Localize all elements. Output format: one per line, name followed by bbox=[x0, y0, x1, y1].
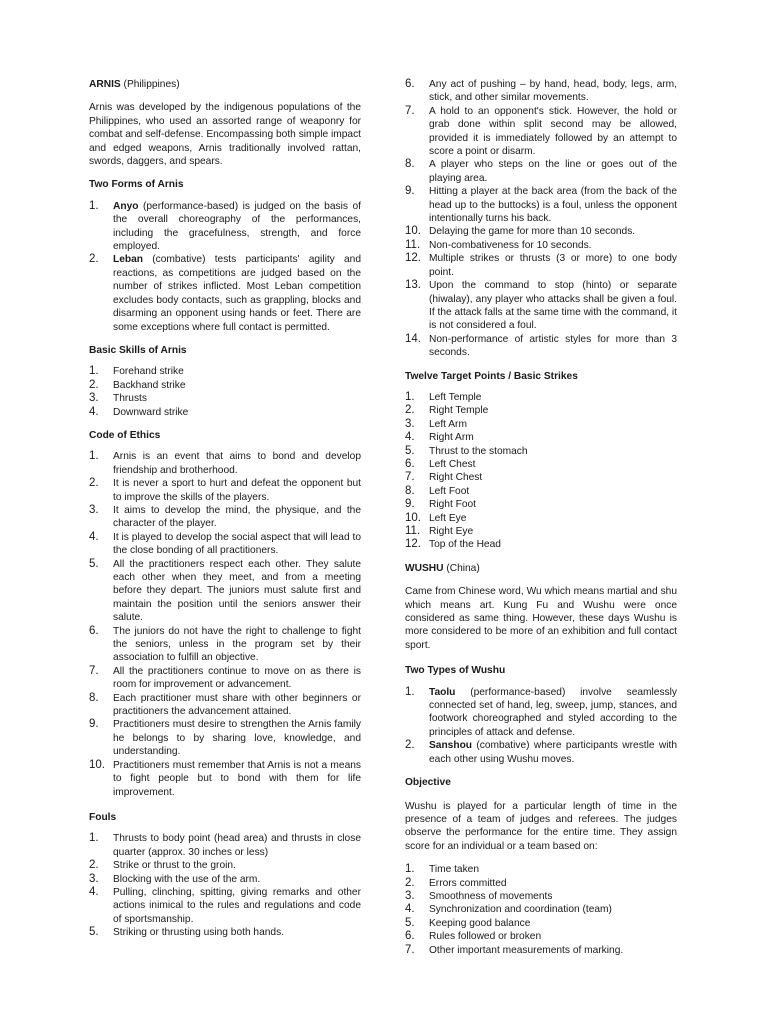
list-item: 2. Leban (combative) tests participants' agility and reactions, as competitions are judged based on the number of strikes inflicted. Most Leban competition excludes body contacts, such as grappling, blocks and disarming an opponent using hands or feet. There are some exceptions where full contact is permitted. bbox=[89, 253, 361, 333]
list-item: 13. Upon the command to stop (hinto) or separate (hiwalay), any player who attacks shall be given a foul. If the attack falls at the same time with the command, it is not considered a foul. bbox=[405, 279, 678, 332]
list-item: 10. Left Eye bbox=[405, 511, 467, 524]
list-item: 4. Downward strike bbox=[89, 405, 189, 418]
two-forms-list bbox=[89, 200, 361, 334]
list-item: 11. Non-combativeness for 10 seconds. bbox=[405, 238, 592, 251]
fouls-list bbox=[89, 832, 361, 939]
list-item: 4. Synchronization and coordination (team) bbox=[405, 903, 612, 916]
list-item: 12. Multiple strikes or thrusts (3 or more) to one body point. bbox=[405, 252, 677, 278]
list-item: 3. It aims to develop the mind, the physique, and the character of the player. bbox=[89, 503, 361, 530]
basic-skills-list bbox=[89, 365, 361, 419]
list-item: 2. Errors committed bbox=[405, 876, 507, 889]
list-item: 7. A hold to an opponent's stick. However, the hold or grab done within split second may be allowed, provided it is immediately followed by an attempt to score a point or disarm. bbox=[405, 104, 677, 158]
list-item: 5. Thrust to the stomach bbox=[405, 444, 528, 457]
list-item: 3. Blocking with the use of the arm. bbox=[89, 872, 261, 885]
list-item: 12. Top of the Head bbox=[405, 538, 501, 551]
left-column bbox=[89, 78, 361, 940]
arnis-intro: Arnis was developed by the indigenous populations of the Philippines, who used an assorted range of weaponry for combat and self-defense. Encompassing both simple impact and edged weapons, Arnis traditionally involved rattan, swords, daggers, and spears. bbox=[89, 102, 361, 168]
list-item: 7. Other important measurements of marking. bbox=[405, 943, 624, 956]
list-item: 14. Non-performance of artistic styles for more than 3 seconds. bbox=[405, 332, 677, 359]
list-item: 4. Pulling, clinching, spitting, giving remarks and other actions inimical to the rules and regulations and code of sportsmanship. bbox=[89, 885, 361, 925]
list-item: 8. Each practitioner must share with other beginners or practitioners the advancement attained. bbox=[89, 691, 361, 718]
list-item: 5. Striking or thrusting using both hands. bbox=[89, 926, 285, 939]
wushu-intro: Came from Chinese word, Wu which means martial and shu which means art. Kung Fu and Wushu were once considered as same thing. However, these days Wushu is more considered to be more of an exhibition and full contact sport. bbox=[405, 586, 677, 651]
list-item: 1. Taolu (performance-based) involve seamlessly connected set of hand, leg, sweep, jump, stances, and footwork choreographed and styled according to the principles of attack and defense. bbox=[405, 685, 677, 738]
list-item: 1. Arnis is an event that aims to bond and develop friendship and brotherhood. bbox=[89, 450, 361, 476]
fouls-list-continued bbox=[405, 78, 677, 360]
basic-skills-heading: Basic Skills of Arnis bbox=[89, 344, 187, 356]
list-item: 4. It is played to develop the social aspect that will lead to the close bonding of all practitioners. bbox=[89, 530, 361, 557]
list-item: 6. Left Chest bbox=[405, 457, 476, 470]
list-item: 10. Delaying the game for more than 10 seconds. bbox=[405, 225, 636, 238]
list-item: 2. Sanshou (combative) where participants wrestle with each other using Wushu moves. bbox=[405, 739, 677, 765]
list-item: 5. Keeping good balance bbox=[405, 916, 531, 929]
list-item: 5. All the practitioners respect each other. They salute each other when they meet, and from a meeting before they depart. The juniors must salute first and maintain the position until the seniors answer their salute. bbox=[89, 557, 361, 624]
list-item: 1. Thrusts to body point (head area) and thrusts in close quarter (approx. 30 inches or less) bbox=[89, 832, 361, 858]
list-item: 3. Smoothness of movements bbox=[405, 889, 553, 902]
list-item: 11. Right Eye bbox=[405, 525, 474, 537]
wushu-title: WUSHU (China) bbox=[405, 562, 480, 574]
code-of-ethics-list bbox=[89, 450, 361, 799]
list-item: 1. Anyo (performance-based) is judged on the basis of the overall choreography of the performances, including the gracefulness, strength, and force employed. bbox=[89, 199, 361, 253]
list-item: 6. Any act of pushing – by hand, head, body, legs, arm, stick, and other similar movements. bbox=[405, 78, 677, 104]
list-item: 2. Strike or thrust to the groin. bbox=[89, 859, 236, 872]
objective-text: Wushu is played for a particular length of time in the presence of a team of judges and referees. The judges observe the performance for the entire time. They assign score for an individual or a team based on: bbox=[405, 800, 677, 852]
list-item: 7. All the practitioners continue to move on as there is room for improvement or advancement. bbox=[89, 664, 361, 691]
objective-heading: Objective bbox=[405, 777, 451, 789]
list-item: 9. Hitting a player at the back area (from the back of the head up to the buttocks) is a foul, unless the opponent intentionally turns his back. bbox=[405, 185, 677, 225]
list-item: 1. Left Temple bbox=[405, 390, 482, 403]
fouls-heading: Fouls bbox=[89, 811, 117, 823]
list-item: 6. The juniors do not have the right to challenge to fight the seniors, unless in the program set by their association to fulfill an objective. bbox=[89, 624, 361, 664]
list-item: 2. Backhand strike bbox=[89, 378, 186, 391]
list-item: 2. Right Temple bbox=[405, 404, 489, 417]
list-item: 7. Right Chest bbox=[405, 471, 483, 484]
list-item: 4. Right Arm bbox=[405, 431, 474, 444]
two-types-heading: Two Types of Wushu bbox=[405, 665, 506, 677]
right-column bbox=[405, 78, 677, 957]
list-item: 1. Time taken bbox=[405, 863, 480, 876]
list-item: 2. It is never a sport to hurt and defeat the opponent but to improve the skills of the players. bbox=[89, 477, 361, 503]
list-item: 9. Right Foot bbox=[405, 498, 476, 511]
two-forms-heading: Two Forms of Arnis bbox=[89, 179, 184, 191]
arnis-title: ARNIS (Philippines) bbox=[89, 79, 180, 90]
two-types-list bbox=[405, 686, 677, 766]
target-points-list bbox=[405, 391, 677, 552]
list-item: 6. Rules followed or broken bbox=[405, 930, 542, 943]
code-of-ethics-heading: Code of Ethics bbox=[89, 429, 161, 441]
list-item: 3. Thrusts bbox=[89, 392, 147, 405]
list-item: 8. Left Foot bbox=[405, 484, 470, 497]
list-item: 8. A player who steps on the line or goes out of the playing area. bbox=[405, 158, 677, 184]
target-points-heading: Twelve Target Points / Basic Strikes bbox=[405, 370, 578, 382]
objective-list bbox=[405, 863, 677, 957]
list-item: 9. Practitioners must desire to strengthen the Arnis family he belongs to by sharing love, knowledge, and understanding. bbox=[89, 718, 361, 758]
list-item: 1. Forehand strike bbox=[89, 365, 184, 378]
list-item: 3. Left Arm bbox=[405, 417, 467, 430]
list-item: 10. Practitioners must remember that Arnis is not a means to fight people but to bond with them for life improvement. bbox=[89, 758, 361, 798]
